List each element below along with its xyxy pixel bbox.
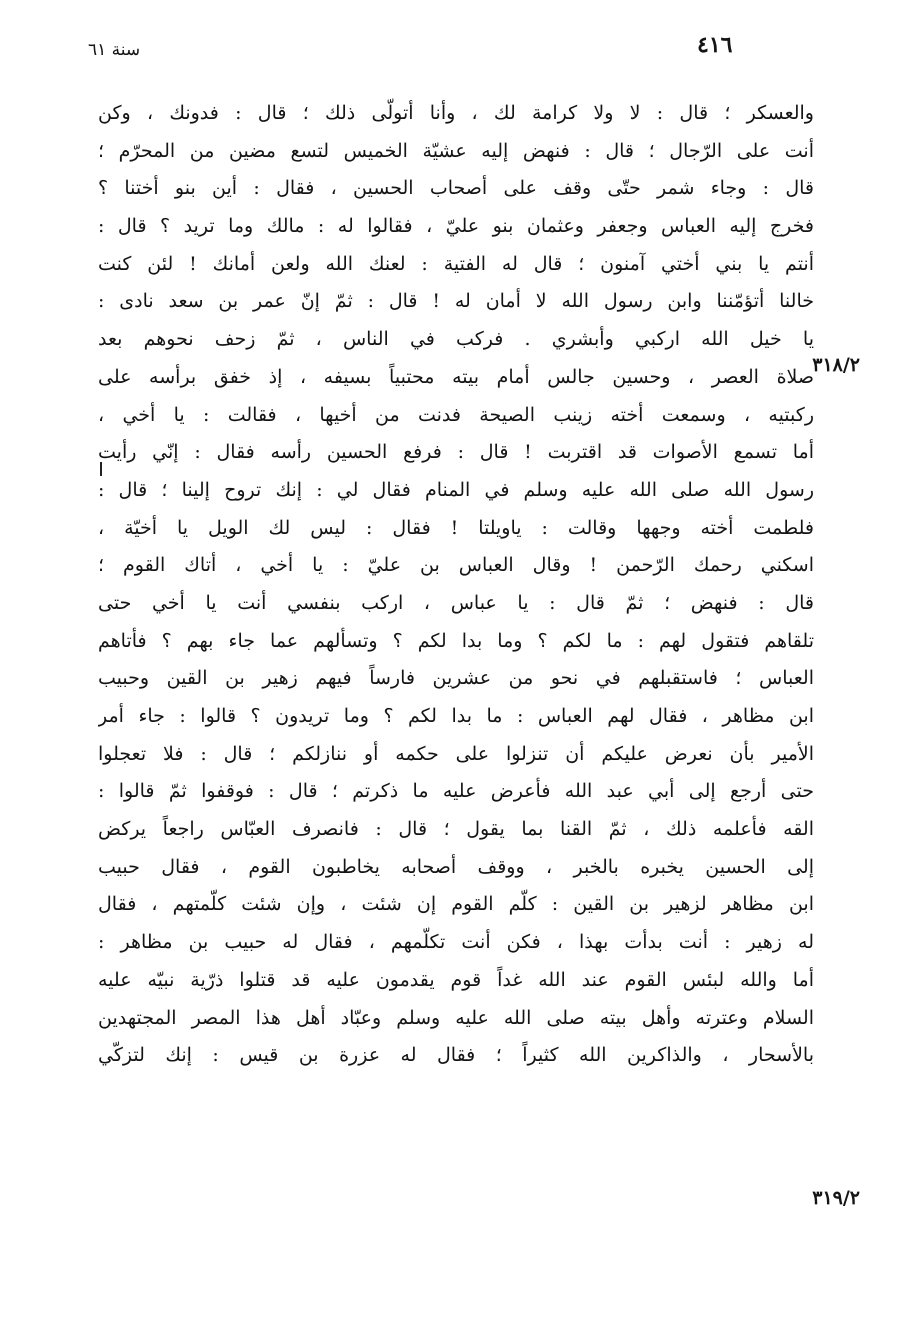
text-line: حتى أرجع إلى أبي عبد الله فأعرض عليه ما ذكرتم ؛ قال : فوقفوا ثمّ قالوا : xyxy=(98,780,814,803)
margin-reference-2: ٣١٩/٢ xyxy=(812,1187,860,1209)
text-line: فخرج إليه العباس وجعفر وعثمان بنو عليّ ، فقالوا له : مالك وما تريد ؟ قال : xyxy=(98,215,814,238)
text-line: قال : فنهض ؛ ثمّ قال : يا عباس ، اركب بنفسي أنت يا أخي حتى xyxy=(98,591,814,614)
text-line: أما والله لبئس القوم عند الله غداً قوم يقدمون عليه قد قتلوا ذرّية نبيّه عليه xyxy=(98,968,814,991)
body-text xyxy=(98,95,814,1075)
text-line: القه فأعلمه ذلك ، ثمّ القنا بما يقول ؛ قال : فانصرف العبّاس راجعاً يركض xyxy=(98,818,814,841)
text-line: خالنا أتؤمّننا وابن رسول الله لا أمان له ! قال : ثمّ إنّ عمر بن سعد نادى : xyxy=(98,290,814,313)
margin-reference-1: ٣١٨/٢ xyxy=(812,354,860,376)
text-line: تلقاهم فتقول لهم : ما لكم ؟ وما بدا لكم ؟ وتسألهم عما جاء بهم ؟ فأتاهم xyxy=(98,629,814,652)
text-line: أنتم يا بني أختي آمنون ؛ قال له الفتية : لعنك الله ولعن أمانك ! لئن كنت xyxy=(98,252,814,275)
text-line: ابن مظاهر لزهير بن القين : كلّم القوم إن شئت ، وإن شئت كلّمتهم ، فقال xyxy=(98,893,814,916)
text-line: السلام وعترته وأهل بيته صلى الله عليه وسلم وعبّاد أهل هذا المصر المجتهدين xyxy=(98,1006,814,1029)
text-line: ابن مظاهر ، فقال لهم العباس : ما بدا لكم ؟ وما تريدون ؟ قالوا : جاء أمر xyxy=(98,705,814,727)
text-line: فلطمت أخته وجهها وقالت : ياويلتا ! فقال : ليس لك الويل يا أخيّة ، xyxy=(98,516,814,539)
text-line: ركبتيه ، وسمعت أخته زينب الصيحة فدنت من أخيها ، فقالت : يا أخي ، xyxy=(98,403,814,426)
text-line: أنت على الرّجال ؛ قال : فنهض إليه عشيّة الخميس لتسع مضين من المحرّم ؛ xyxy=(98,139,814,162)
text-line: له زهير : أنت بدأت بهذا ، فكن أنت تكلّمهم ، فقال له حبيب بن مظاهر : xyxy=(98,931,814,954)
text-line: اسكني رحمك الرّحمن ! وقال العباس بن عليّ : يا أخي ، أتاك القوم ؛ xyxy=(98,554,814,577)
text-line: قال : وجاء شمر حتّى وقف على أصحاب الحسين ، فقال : أين بنو أختنا ؟ xyxy=(98,177,814,200)
text-line: رسول الله صلى الله عليه وسلم في المنام فقال لي : إنك تروح إلينا ؛ قال : xyxy=(98,478,814,501)
text-line: يا خيل الله اركبي وأبشري . فركب في الناس ، ثمّ زحف نحوهم بعد xyxy=(98,328,814,351)
text-line: الأمير بأن نعرض عليكم أن تنزلوا على حكمه أو ننازلكم ؛ قال : فلا تعجلوا xyxy=(98,742,814,765)
text-line: بالأسحار ، والذاكرين الله كثيراً ؛ فقال له عزرة بن قيس : إنك لتزكّي xyxy=(98,1044,814,1067)
text-line: صلاة العصر ، وحسين جالس أمام بيته محتبياً بسيفه ، إذ خفق برأسه على xyxy=(98,365,814,388)
text-line: أما تسمع الأصوات قد اقتربت ! قال : فرفع الحسين رأسه فقال : إنّي رأيت xyxy=(98,441,814,464)
page-number: ٤١٦ xyxy=(697,32,733,58)
text-line: والعسكر ؛ قال : لا ولا كرامة لك ، وأنا أتولّى ذلك ؛ قال : فدونك ، وكن xyxy=(98,102,814,124)
year-header: سنة ٦١ xyxy=(88,40,141,60)
text-line: العباس ؛ فاستقبلهم في نحو من عشرين فارساً فيهم زهير بن القين وحبيب xyxy=(98,667,814,690)
text-line: إلى الحسين يخبره بالخبر ، ووقف أصحابه يخاطبون القوم ، فقال حبيب xyxy=(98,855,814,878)
